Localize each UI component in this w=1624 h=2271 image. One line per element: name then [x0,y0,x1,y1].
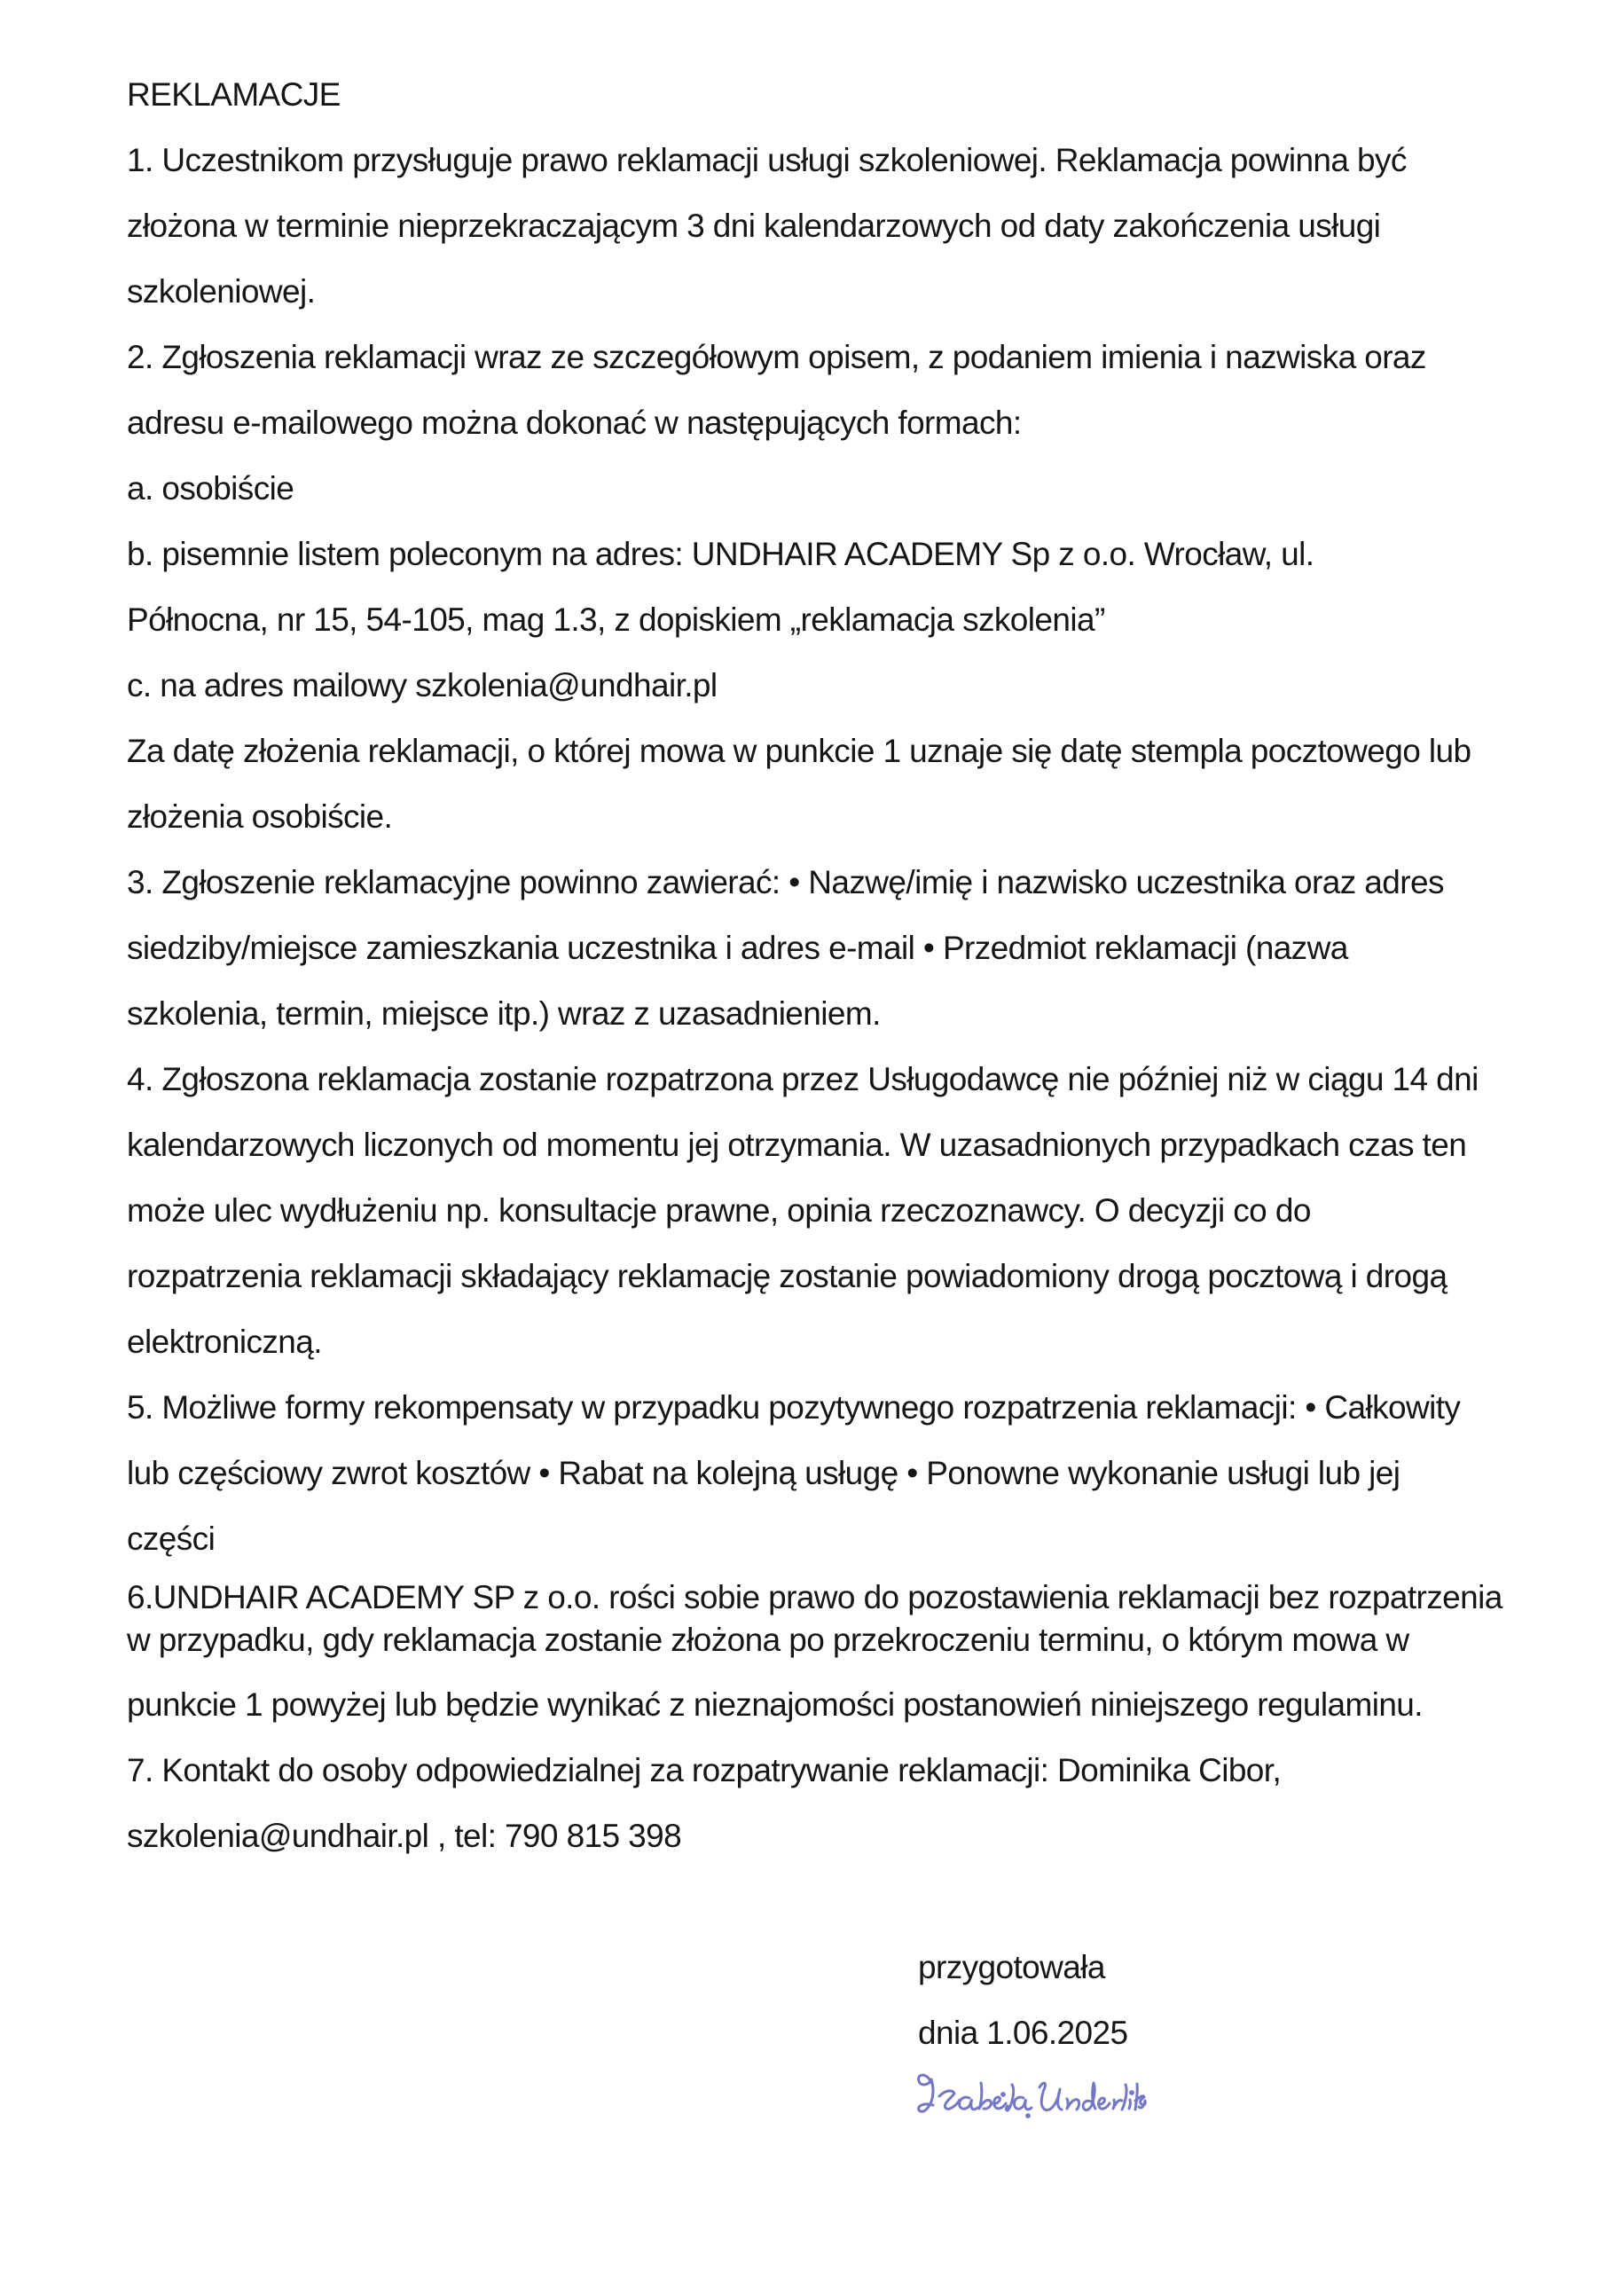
signature-stroke [1135,2084,1137,2110]
signature-stroke [939,2091,960,2109]
paragraph-line: szkoleniowej. [127,273,316,310]
signature-stroke [1006,2085,1013,2110]
signature-stroke [1129,2100,1130,2109]
signature-stroke [1040,2083,1062,2110]
paragraph-line: rozpatrzenia reklamacji składający reklamację zostanie powiadomiony drogą pocztową i drogą [127,1258,1447,1294]
document-title: REKLAMACJE [127,76,341,113]
paragraph-line: punkcie 1 powyżej lub będzie wynikać z nieznajomości postanowień niniejszego regulaminu. [127,1686,1423,1723]
signature-stroke [994,2097,1006,2109]
signature-stroke [1099,2098,1110,2109]
signature-strokes [919,2075,1146,2117]
document-body [127,62,1510,2066]
handwritten-signature [912,2063,1147,2127]
paragraph-line: adresu e-mailowego można dokonać w następujących formach: [127,405,1022,441]
prepared-date: dnia 1.06.2025 [918,2015,1128,2051]
signature-stroke [1067,2099,1079,2110]
paragraph-line: b. pisemnie listem poleconym na adres: UNDHAIR ACADEMY Sp z o.o. Wrocław, ul. [127,536,1314,572]
paragraph-line: 5. Możliwe formy rekompensaty w przypadku pozytywnego rozpatrzenia reklamacji: • Całkowity [127,1389,1461,1426]
paragraph-line: 1. Uczestnikom przysługuje prawo reklamacji usługi szkoleniowej. Reklamacja powinna być [127,142,1407,178]
paragraph-line: 7. Kontakt do osoby odpowiedzialnej za rozpatrywanie reklamacji: Dominika Cibor, [127,1752,1282,1788]
signature-stroke [1122,2085,1126,2110]
paragraph-line: a. osobiście [127,470,294,507]
signature-stroke [1002,2094,1005,2096]
signature-stroke [1131,2092,1134,2094]
signature-stroke [1015,2097,1032,2110]
signature-stroke [919,2075,933,2111]
paragraph-line: Za datę złożenia reklamacji, o której mowa w punkcie 1 uznaje się datę stempla pocztowego lub [127,733,1471,769]
paragraph-line: kalendarzowych liczonych od momentu jej otrzymania. W uzasadnionych przypadkach czas ten [127,1127,1467,1163]
paragraph-line: 3. Zgłoszenie reklamacyjne powinno zawierać: • Nazwę/imię i nazwisko uczestnika oraz adres [127,864,1444,900]
paragraph-line: lub częściowy zwrot kosztów • Rabat na kolejną usługę • Ponowne wykonanie usługi lub jej [127,1455,1400,1491]
signature-stroke [960,2097,977,2110]
signature-stroke [1083,2083,1095,2110]
paragraph-line: może ulec wydłużeniu np. konsultacje prawne, opinia rzeczoznawcy. O decyzji co do [127,1192,1311,1229]
paragraph-line: siedziby/miejsce zamieszkania uczestnika i adres e-mail • Przedmiot reklamacji (nazwa [127,930,1348,966]
paragraph-line: 2. Zgłoszenia reklamacji wraz ze szczegółowym opisem, z podaniem imienia i nazwiska oraz [127,339,1426,375]
paragraph-line: złożenia osobiście. [127,798,393,835]
paragraph-line: 4. Zgłoszona reklamacja zostanie rozpatrzona przez Usługodawcę nie później niż w ciągu 14 dni [127,1061,1479,1097]
paragraph-line: 6.UNDHAIR ACADEMY SP z o.o. rości sobie prawo do pozostawienia reklamacji bez rozpatrzenia [127,1579,1502,1615]
paragraph-line: złożona w terminie nieprzekraczającym 3 dni kalendarzowych od daty zakończenia usługi [127,208,1381,244]
signature-image [912,2063,1147,2127]
paragraph-line: części [127,1521,216,1557]
paragraph-line: elektroniczną. [127,1324,322,1360]
signature-stroke [1113,2100,1122,2109]
paragraph-line: szkolenia@undhair.pl , tel: 790 815 398 [127,1818,682,1854]
paragraph-line: c. na adres mailowy szkolenia@undhair.pl [127,667,718,703]
signature-stroke [979,2083,991,2109]
paragraph-line: w przypadku, gdy reklamacja zostanie złożona po przekroczeniu terminu, o którym mowa w [127,1622,1409,1658]
paragraph-line: szkolenia, termin, miejsce itp.) wraz z uzasadnieniem. [127,995,881,1032]
paragraph-line: Północna, nr 15, 54-105, mag 1.3, z dopiskiem „reklamacja szkolenia” [127,601,1105,638]
signature-stroke [1027,2115,1030,2118]
prepared-by-label: przygotowała [918,1949,1105,1985]
